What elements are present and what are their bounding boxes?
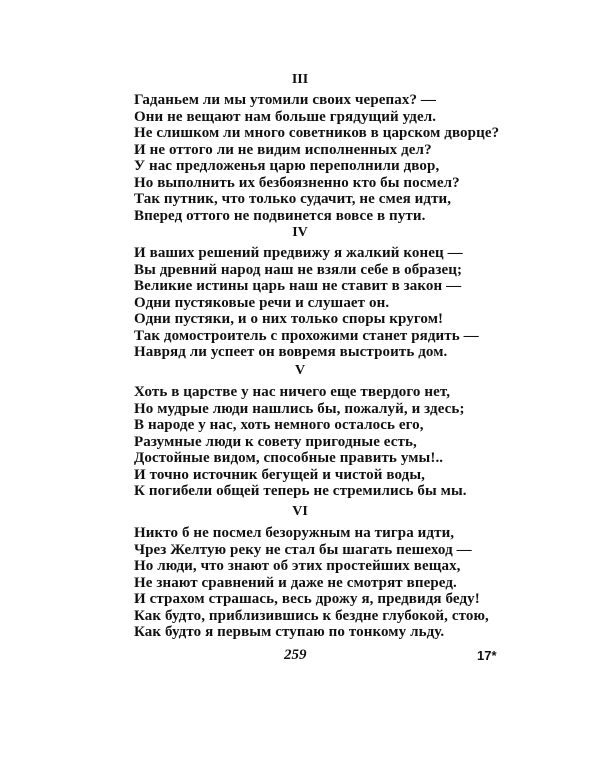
stanza-heading-iii: III	[291, 72, 309, 87]
verse-line: Достойные видом, способные править умы!..	[134, 450, 444, 466]
stanza-heading-vi: VI	[292, 504, 308, 519]
verse-line: Чрез Желтую реку не стал бы шагать пешеход —	[134, 541, 472, 558]
verse-line: Вперед оттого не подвинется вовсе в пути.	[134, 207, 426, 224]
verse-line: Они не вещают нам больше грядущий удел.	[134, 108, 437, 125]
verse-line: Никто б не посмел безоружным на тигра идти,	[134, 525, 455, 541]
verse-line: У нас предложенья царю переполнили двор,	[134, 158, 440, 174]
verse-line: Одни пустяки, и о них только споры кругом!	[134, 311, 444, 327]
verse-line: И ваших решений предвижу я жалкий конец —	[134, 245, 463, 261]
stanza-vi	[134, 525, 489, 641]
stanza-heading-v: V	[294, 363, 306, 378]
verse-line: Так путник, что только судачит, не смея идти,	[134, 191, 452, 207]
verse-line: Не знают сравнений и даже не смотрят вперед.	[134, 574, 457, 591]
verse-line: Навряд ли успеет он вовремя выстроить дом.	[134, 344, 448, 360]
verse-line: Разумные люди к совету пригодные есть,	[134, 433, 417, 450]
verse-line: Вы древний народ наш не взяли себе в образец;	[134, 261, 463, 278]
verse-line: Но мудрые люди нашлись бы, пожалуй, и здесь;	[134, 400, 465, 417]
page-number: 259	[284, 647, 307, 663]
verse-line: В народе у нас, хоть немного осталось его,	[134, 417, 424, 433]
verse-line: И страхом страшась, весь дрожу я, предвидя беду!	[134, 591, 480, 607]
stanza-iv	[134, 245, 479, 361]
stanza-iii	[134, 92, 499, 224]
verse-line: Как будто, приблизившись к бездне глубокой, стою,	[134, 607, 489, 624]
verse-line: К погибели общей теперь не стремились бы мы.	[134, 483, 467, 499]
verse-line: Но люди, что знают об этих простейших вещах,	[134, 558, 461, 574]
verse-line: Не слишком ли много советников в царском дворце?	[134, 125, 500, 141]
verse-line: Гаданьем ли мы утомили своих черепах? —	[134, 92, 437, 108]
verse-line: Как будто я первым ступаю по тонкому льду.	[134, 624, 445, 640]
verse-line: И не оттого ли не видим исполненных дел?	[134, 141, 432, 158]
verse-line: И точно источник бегущей и чистой воды,	[134, 466, 425, 483]
signature-mark: 17*	[477, 648, 497, 663]
stanza-v	[134, 384, 467, 500]
verse-line: Так домостроитель с прохожими станет рядить —	[134, 327, 479, 344]
verse-line: Одни пустяковые речи и слушает он.	[134, 294, 390, 311]
verse-line: Великие истины царь наш не ставит в закон —	[134, 278, 462, 294]
verse-line: Но выполнить их безбоязненно кто бы посмел?	[134, 174, 460, 191]
stanza-heading-iv: IV	[292, 225, 308, 240]
verse-line: Хоть в царстве у нас ничего еще твердого нет,	[134, 384, 451, 400]
